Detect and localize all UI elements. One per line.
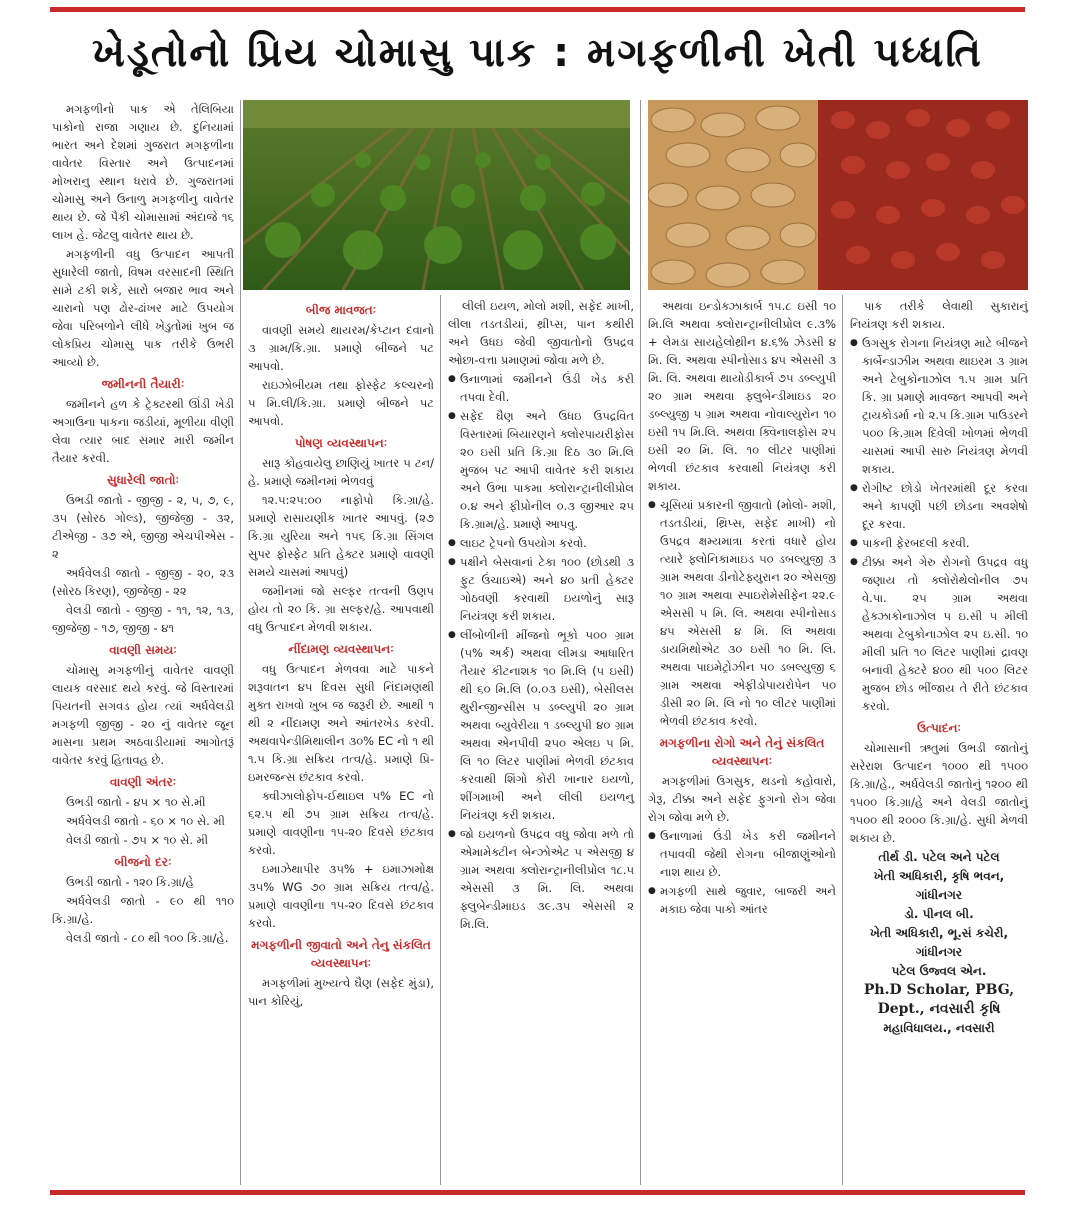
column-divider bbox=[440, 295, 441, 1185]
paragraph: વેલડી જાતો - ૭૫ × ૧૦ સે. મી bbox=[66, 833, 209, 847]
author-line: ગાંધીનગર bbox=[915, 888, 963, 902]
section-heading: મગફળીના રોગો અને તેનું સંકલિત વ્યવસ્થાપનઃ bbox=[659, 736, 825, 768]
author-line: ખેતી અધિકારી, કૃષિ ભવન, bbox=[873, 869, 1005, 883]
section-heading: બીજનો દરઃ bbox=[114, 855, 172, 869]
section-heading: નીંદામણ વ્યવસ્થાપનઃ bbox=[288, 642, 394, 656]
section-heading: પોષણ વ્યવસ્થાપનઃ bbox=[294, 436, 388, 450]
bullet-item: ● પાકની ફેરબદલી કરવી. bbox=[850, 534, 1028, 552]
intro-paragraph: મગફળીની વધુ ઉત્પાદન આપતી સુધારેલી જાતો, વિષમ વરસાદની સ્થિતિ સામે ટકી શકે, સારો બજાર ભાવ અને ચારાનો પણ ઢોર-ઢાંખર માટે ઉપયોગ જેવા પરિબળોને લીધે ખેડુતોમાં ખુબ જ લોકપ્રિય ચોમાસુ પાક તરીકે ઉભરી આવ્યો છે. bbox=[52, 247, 234, 369]
section-heading: વાવણી અંતરઃ bbox=[109, 775, 177, 789]
field-photo bbox=[243, 100, 630, 290]
paragraph: લીલી ઇયળ, મોલો મશી, સફેદ માખી, લીલા તડતડીયાં, થ્રીપ્સ, પાન કથીરી અને ઉધઇ જેવી જીવાતોનો ઉપદ્રવ ઓછા-વત્તા પ્રમાણમાં જોવા મળે છે. bbox=[448, 299, 634, 367]
paragraph: અર્ધવેલડી જાતો - જીજી - ૨૦, ૨૩ (સોરઠ કિરણ), જીજેજી - ૨૨ bbox=[52, 566, 234, 598]
paragraph: રાઇઝોબીયમ તથા ફોસ્ફેટ કલ્ચરનો ૫ મિ.લી/કિ.ગ્રા. પ્રમાણે બીજને પટ આપવો. bbox=[248, 378, 434, 428]
bullet-item: ● સફેદ ઘૈણ અને ઉધઇ ઉપદ્રવિત વિસ્તારમાં બિયારણને ક્લોરપાયરીફોસ ૨૦ ઇસી પ્રતિ કિ.ગ્રા દિઠ ૩૦ મિ.લિ મુજબ પટ આપી વાવેતર કરી શકાય અને ઉભા પાકમા ક્લોરાન્ટ્રાનીલીપ્રોલ ૦.૪ અને ફીપ્રોનીલ ૦.૩ જીઆર ૨૫ કિ.ગ્રામ/હે. પ્રમાણે આપવુ. bbox=[448, 407, 634, 533]
paragraph: ૧૨.૫:૨૫:૦૦ નાફોપો કિ.ગ્રા/હે. પ્રમાણે રાસાયણીક ખાતર આપવું. (૨૭ કિ.ગ્રા યુરિયા અને ૧૫૬ કિ.ગ્રા સિંગલ સુપર ફોસ્ફેટ પ્રતિ હેક્ટર પ્રમાણે વાવણી સમયે ચાસમાં આપવું) bbox=[248, 493, 434, 579]
bottom-rule bbox=[50, 1190, 1025, 1195]
bullet-item: ● ઉનાળામાં ઉંડી ખેડ કરી જમીનને તપાવવી જેથી રોગના બીજાણુંઓનો નાશ થાય છે. bbox=[648, 827, 836, 881]
paragraph: વેલડી જાતો - જીજી - ૧૧, ૧૨, ૧૩, જીજેજી - ૧૭, જીજી - ૪૧ bbox=[52, 603, 234, 635]
paragraph: વેલડી જાતો - ૮૦ થી ૧૦૦ કિ.ગ્રા/હે. bbox=[66, 931, 229, 945]
author-line: ડો. પીનલ બી. bbox=[904, 907, 974, 921]
bullet-item: ● ઉનાળામાં જમીનને ઉંડી ખેડ કરી તપવા દેવી. bbox=[448, 370, 634, 406]
author-line: પટેલ ઉજ્વલ એન. bbox=[891, 964, 987, 978]
column-5 bbox=[850, 297, 1028, 1038]
paragraph: પાક તરીકે લેવાથી સુકારાનું નિયંત્રણ કરી શકાય. bbox=[850, 299, 1028, 331]
headline: ખેડૂતોનો પ્રિય ચોમાસુ પાક : મગફળીની ખેતી પધ્ધતિ bbox=[92, 30, 983, 76]
paragraph: ચોમાસાની ઋતુમાં ઉભડી જાતોનું સરેરાશ ઉત્પાદન ૧૦૦૦ થી ૧૫૦૦ કિ.ગ્રા/હે., અર્ધવેલડી જાતોનું ૧૨૦૦ થી ૧૫૦૦ કિ.ગ્રા/હે અને વેલડી જાતોનું ૧૫૦૦ થી ૨૦૦૦ કિ.ગ્રા/હે. સુધી મેળવી શકાય છે. bbox=[850, 741, 1028, 845]
paragraph: મગફળીમાં મુખ્યત્વે ઘૈણ (સફેદ મુંડા), પાન કોરિયું, bbox=[248, 976, 434, 1008]
paragraph: વાવણી સમયે થાયરમ/કેપ્ટાન દવાનો ૩ ગ્રામ/કિ.ગ્રા. પ્રમાણે બીજને પટ આપવો. bbox=[248, 323, 434, 373]
column-2 bbox=[248, 297, 434, 1011]
bullet-item: ● ટીક્કા અને ગેરુ રોગનો ઉપદ્રવ વધુ જણાય તો ક્લોરોથેલોનીલ ૭૫ વે.પા. ૨૫ ગ્રામ અથવા હેક્ઝાકોનાઝોલ ૫ ઇ.સી ૫ મીલી અથવા ટેબુકોનાઝોલ ૨૫ ઇ.સી. ૧૦ મીલી પ્રતિ ૧૦ લિટર પાણીમાં દ્રાવણ બનાવી હેક્ટરે ૪૦૦ થી ૫૦૦ લિટર મુજબ છોડ ભીંજાય તે રીતે છંટકાવ કરવો. bbox=[850, 553, 1028, 715]
paragraph: ઉભડી જાતો - ૪૫ × ૧૦ સે.મી bbox=[66, 795, 206, 809]
author-line: મહાવિધાલય., નવસારી bbox=[883, 1021, 995, 1035]
top-rule bbox=[50, 7, 1025, 12]
peanut-photo bbox=[648, 100, 1028, 290]
paragraph: ઉભડી જાતો - જીજી - ૨, ૫, ૭, ૯, ૩૫ (સોરઠ ગોલ્ડ), જીજેજી - ૩૨, ટીએજી - ૩૭ એ, જીજી એચપીએસ - ૨ bbox=[52, 493, 234, 561]
section-heading: સુધારેલી જાતોઃ bbox=[107, 473, 179, 487]
column-3 bbox=[448, 297, 634, 934]
author-line: ગાંધીનગર bbox=[915, 945, 963, 959]
paragraph: અર્ધવેલડી જાતો - ૬૦ × ૧૦ સે. મી bbox=[66, 814, 225, 828]
paragraph: ક્વીઝાલોફોપ-ઈથાઇલ ૫% EC નો ૬૨.૫ થી ૭૫ ગ્રામ સક્રિય તત્વ/હે. પ્રમાણે વાવણીના ૧૫-૨૦ દિવસે છંટકાવ કરવો. bbox=[248, 789, 434, 857]
bullet-item: ● લીંબોળીની મીંજનો ભૂકો ૫૦૦ ગ્રામ (૫% અર્ક) અથવા લીમડા આધારિત તૈયાર કીટનાશક ૧૦ મિ.લિ (૫ ઇસી) થી ૬૦ મિ.લિ (૦.૦૩ ઇસી), બેસીલસ થુરીન્જીન્સીસ ૫ ડબ્લ્યુપી ૨૦ ગ્રામ અથવા બ્યુવેરીયા ૧ ડબ્લ્યુપી ૪૦ ગ્રામ અથવા એનપીવી ૨૫૦ એલઇ ૫ મિ. લિ ૧૦ લિટર પાણીમાં ભેળવી છંટકાવ કરવાથી શિંગો કોરી ખાનાર ઇયળો, શીંગમાખી અને લીલી ઇયળનુ નિયંત્રણ કરી શકાય. bbox=[448, 626, 634, 824]
section-heading: ઉત્પાદનઃ bbox=[917, 721, 961, 735]
bullet-item: ● ચૂસિયાં પ્રકારની જીવાતો (મોલો- મશી, તડતડીયાં, થ્રિપ્સ, સફેદ માખી) નો ઉપદ્રવ ક્ષમ્યમાત્રા કરતાં વધારે હોય ત્યારે ફ્લોનિકામાઇડ ૫૦ ડબલ્યુજી ૩ ગ્રામ અથવા ડીનોટેફ્યુરાન ૨૦ એસજી ૧૦ ગ્રામ અથવા સ્પાઇરોમેસીફેન ૨૨.૯ એસસી ૫ મિ. લિ. અથવા સ્પીનોસાડ ૪૫ એસસી ૪ મિ. લિ અથવા ડાયમિથોએટ ૩૦ ઇસી ૧૦ મિ. લિ. અથવા પાઇમેટ્રોઝીન ૫૦ ડબલ્યુજી ૬ ગ્રામ અથવા એફીડોપાયરોપેન ૫૦ ડીસી ૨૦ મિ. લિ નો ૧૦ લીટર પાણીમાં ભેળવી છંટકાવ કરવો. bbox=[648, 496, 836, 730]
section-heading: મગફળીની જીવાતો અને તેનુ સંકલિત વ્યવસ્થાપનઃ bbox=[251, 938, 431, 970]
bullet-item: ● ઉગસુક રોગના નિયંત્રણ માટે બીજને કાર્બેન્ડાઝીમ અથવા થાઇરમ ૩ ગ્રામ અને ટેબુકોનાઝોલ ૧.૫ ગ્રામ પ્રતિ કિ. ગ્રા પ્રમાણે માવજત આપવી અને ટ્રાયકોડર્મા નો ૨.૫ કિ.ગ્રામ પાઉડરને ૫૦૦ કિ.ગ્રામ દિવેલી ખોળમાં ભેળવી ચાસમાં આપી સારુ નિયંત્રણ મેળવી શકાય. bbox=[850, 334, 1028, 478]
column-1 bbox=[52, 100, 234, 948]
author-line: ખેતી અધિકારી, ભૂ.સં કચેરી, bbox=[869, 926, 1009, 940]
column-divider bbox=[640, 100, 641, 1185]
section-heading: વાવણી સમયઃ bbox=[109, 643, 177, 657]
author-line: Ph.D Scholar, PBG, bbox=[863, 982, 1015, 998]
section-heading: જમીનની તૈયારીઃ bbox=[101, 377, 185, 391]
paragraph: મગફળીમાં ઉગસુક, થડનો કહોવારો, ગેરૂ, ટીક્કા અને સફેદ ફુગનો રોગ જેવા રોગ જોવા મળે છે. bbox=[648, 774, 836, 824]
bullet-item: ● જો ઇયળનો ઉપદ્રવ વધુ જોવા મળે તો એમામેક્ટીન બેન્ઝોએટ ૫ એસજી ૪ ગ્રામ અથવા ક્લોરાન્ટ્રાનીલીપ્રોલ ૧૮.૫ એસસી ૩ મિ. લિ. અથવા ફ્લુબેન્ડીમાઇડ ૩૯.૩૫ એસસી ૨ મિ.લિ. bbox=[448, 825, 634, 933]
intro-paragraph: મગફળીનો પાક એ તેલિબિયા પાકોનો રાજા ગણાય છે. દુનિયામાં ભારત અને દેશમાં ગુજરાત મગફળીના વાવેતર વિસ્તાર અને ઉત્પાદનમાં મોખરાનુ સ્થાન ધરાવે છે. ગુજરાતમાં ચોમાસુ અને ઉનાળુ મગફળીનુ વાવેતર થાય છે. જે પૈકી ચોમાસામાં અંદાજે ૧૬ લાખ હે. જેટલુ વાવેતર થાય છે. bbox=[52, 102, 234, 242]
author-line: તીર્થ ડી. પટેલ અને પટેલ bbox=[878, 850, 1000, 864]
author-line: Dept., નવસારી કૃષિ bbox=[877, 1001, 1001, 1017]
paragraph: ઉભડી જાતો - ૧૨૦ કિ.ગ્રા/હે bbox=[66, 875, 194, 889]
column-divider bbox=[240, 100, 241, 1185]
paragraph: અથવા ઇન્ડોક્ઝાકાર્બ ૧૫.૮ ઇસી ૧૦ મિ.લિ અથવા ક્લોરાન્ટ્રાનીલીપ્રોલ ૯.૩% + લેમડા સાયહેલોથ્રીન ૪.૬% ઝેડસી ૪ મિ. લિ. અથવા સ્પીનોસાડ ૪૫ એસસી ૩ મિ. લિ. અથવા થાયોડીકાર્બ ૭૫ ડબ્લ્યુપી ૨૦ ગ્રામ અથવા ફ્લુબેન્ડીમાઇડ ૨૦ ડબ્લ્યુજી ૫ ગ્રામ અથવા નોવાલ્યુરોન ૧૦ ઇસી ૧૫ મિ.લિ. અથવા ક્વિનાલફોસ ૨૫ ઇસી ૨૦ મિ. લિ. ૧૦ લીટર પાણીમાં ભેળવી છંટકાવ કરવાથી નિયંત્રણ કરી શકાય. bbox=[648, 299, 836, 493]
paragraph: જમીનમાં જો સલ્ફર તત્વની ઉણપ હોય તો ૨૦ કિ. ગ્રા સલ્ફર/હે. આપવાથી વધુ ઉત્પાદન મેળવી શકાય. bbox=[248, 584, 434, 634]
bullet-item: ● મગફળી સાથે જુવાર, બાજરી અને મકાઇ જેવા પાકો આંતર bbox=[648, 882, 836, 918]
bullet-item: ● રોગીષ્ટ છોડો ખેતરમાંથી દૂર કરવા અને કાપણી પછી છોડના અવશેષો દૂર કરવા. bbox=[850, 479, 1028, 533]
paragraph: ચોમાસુ મગફળીનું વાવેતર વાવણી લાયક વરસાદ થયે કરવું. જે વિસ્તારમાં પિયતની સગવડ હોય ત્યાં અર્ધવેલડી મગફળી જીજી - ૨૦ નું વાવેતર જૂન માસના પ્રથમ અઠવાડીયામાં આગોતરૂં વાવેતર કરવું હિતાવહ છે. bbox=[52, 663, 234, 767]
paragraph: વધુ ઉત્પાદન મેળવવા માટે પાકને શરૂવાતન ૪૫ દિવસ સુધી નિંદામણથી મુક્ત રાખવો ખુબ જ જરૂરી છે. આથી ૧ થી ૨ નીંદામણ અને આંતરખેડ કરવી. અથવાપેન્ડીમિથાલીન ૩૦% EC નો ૧ થી ૧.૫ કિ.ગ્રા સક્રિય તત્વ/હે. પ્રમાણે પ્રિ-ઇમરજન્સ છંટકાવ કરવો. bbox=[248, 662, 434, 784]
column-divider bbox=[842, 295, 843, 1185]
paragraph: અર્ધવેલડી જાતો - ૯૦ થી ૧૧૦ કિ.ગ્રા/હે. bbox=[52, 894, 234, 926]
bullet-item: ● લાઇટ ટ્રેપનો ઉપયોગ કરવો. bbox=[448, 534, 634, 552]
section-heading: બીજ માવજતઃ bbox=[305, 303, 377, 317]
paragraph: સારૂ કોહવાયેલુ છાણિયું ખાતર ૫ ટન/હે. પ્રમાણે જમીનમાં ભેળવવું bbox=[248, 456, 434, 488]
paragraph: જમીનને હળ કે ટ્રેક્ટરથી ઊંડી ખેડી અગાઉના પાકના જડીયાં, મૂળીયા વીણી લેવા ત્યાર બાદ સમાર મારી જમીન તૈયાર કરવી. bbox=[52, 397, 234, 465]
column-4 bbox=[648, 297, 836, 919]
paragraph: ઇમાઝેથાપીર ૩૫% + ઇમાઝામોક્ષ ૩૫% WG ૭૦ ગ્રામ સક્રિય તત્વ/હે. પ્રમાણે વાવણીના ૧૫-૨૦ દિવસે છંટકાવ કરવો. bbox=[248, 862, 434, 930]
bullet-item: ● પક્ષીને બેસવાનાં ટેકા ૧૦૦ (છોડથી ૩ ફુટ ઉંચાઇએ) અને ૪૦ પ્રતી હેક્ટર ગોઠવણી કરવાથી ઇયળોનું સારૂ નિયંત્રણ કરી શકાય. bbox=[448, 553, 634, 625]
